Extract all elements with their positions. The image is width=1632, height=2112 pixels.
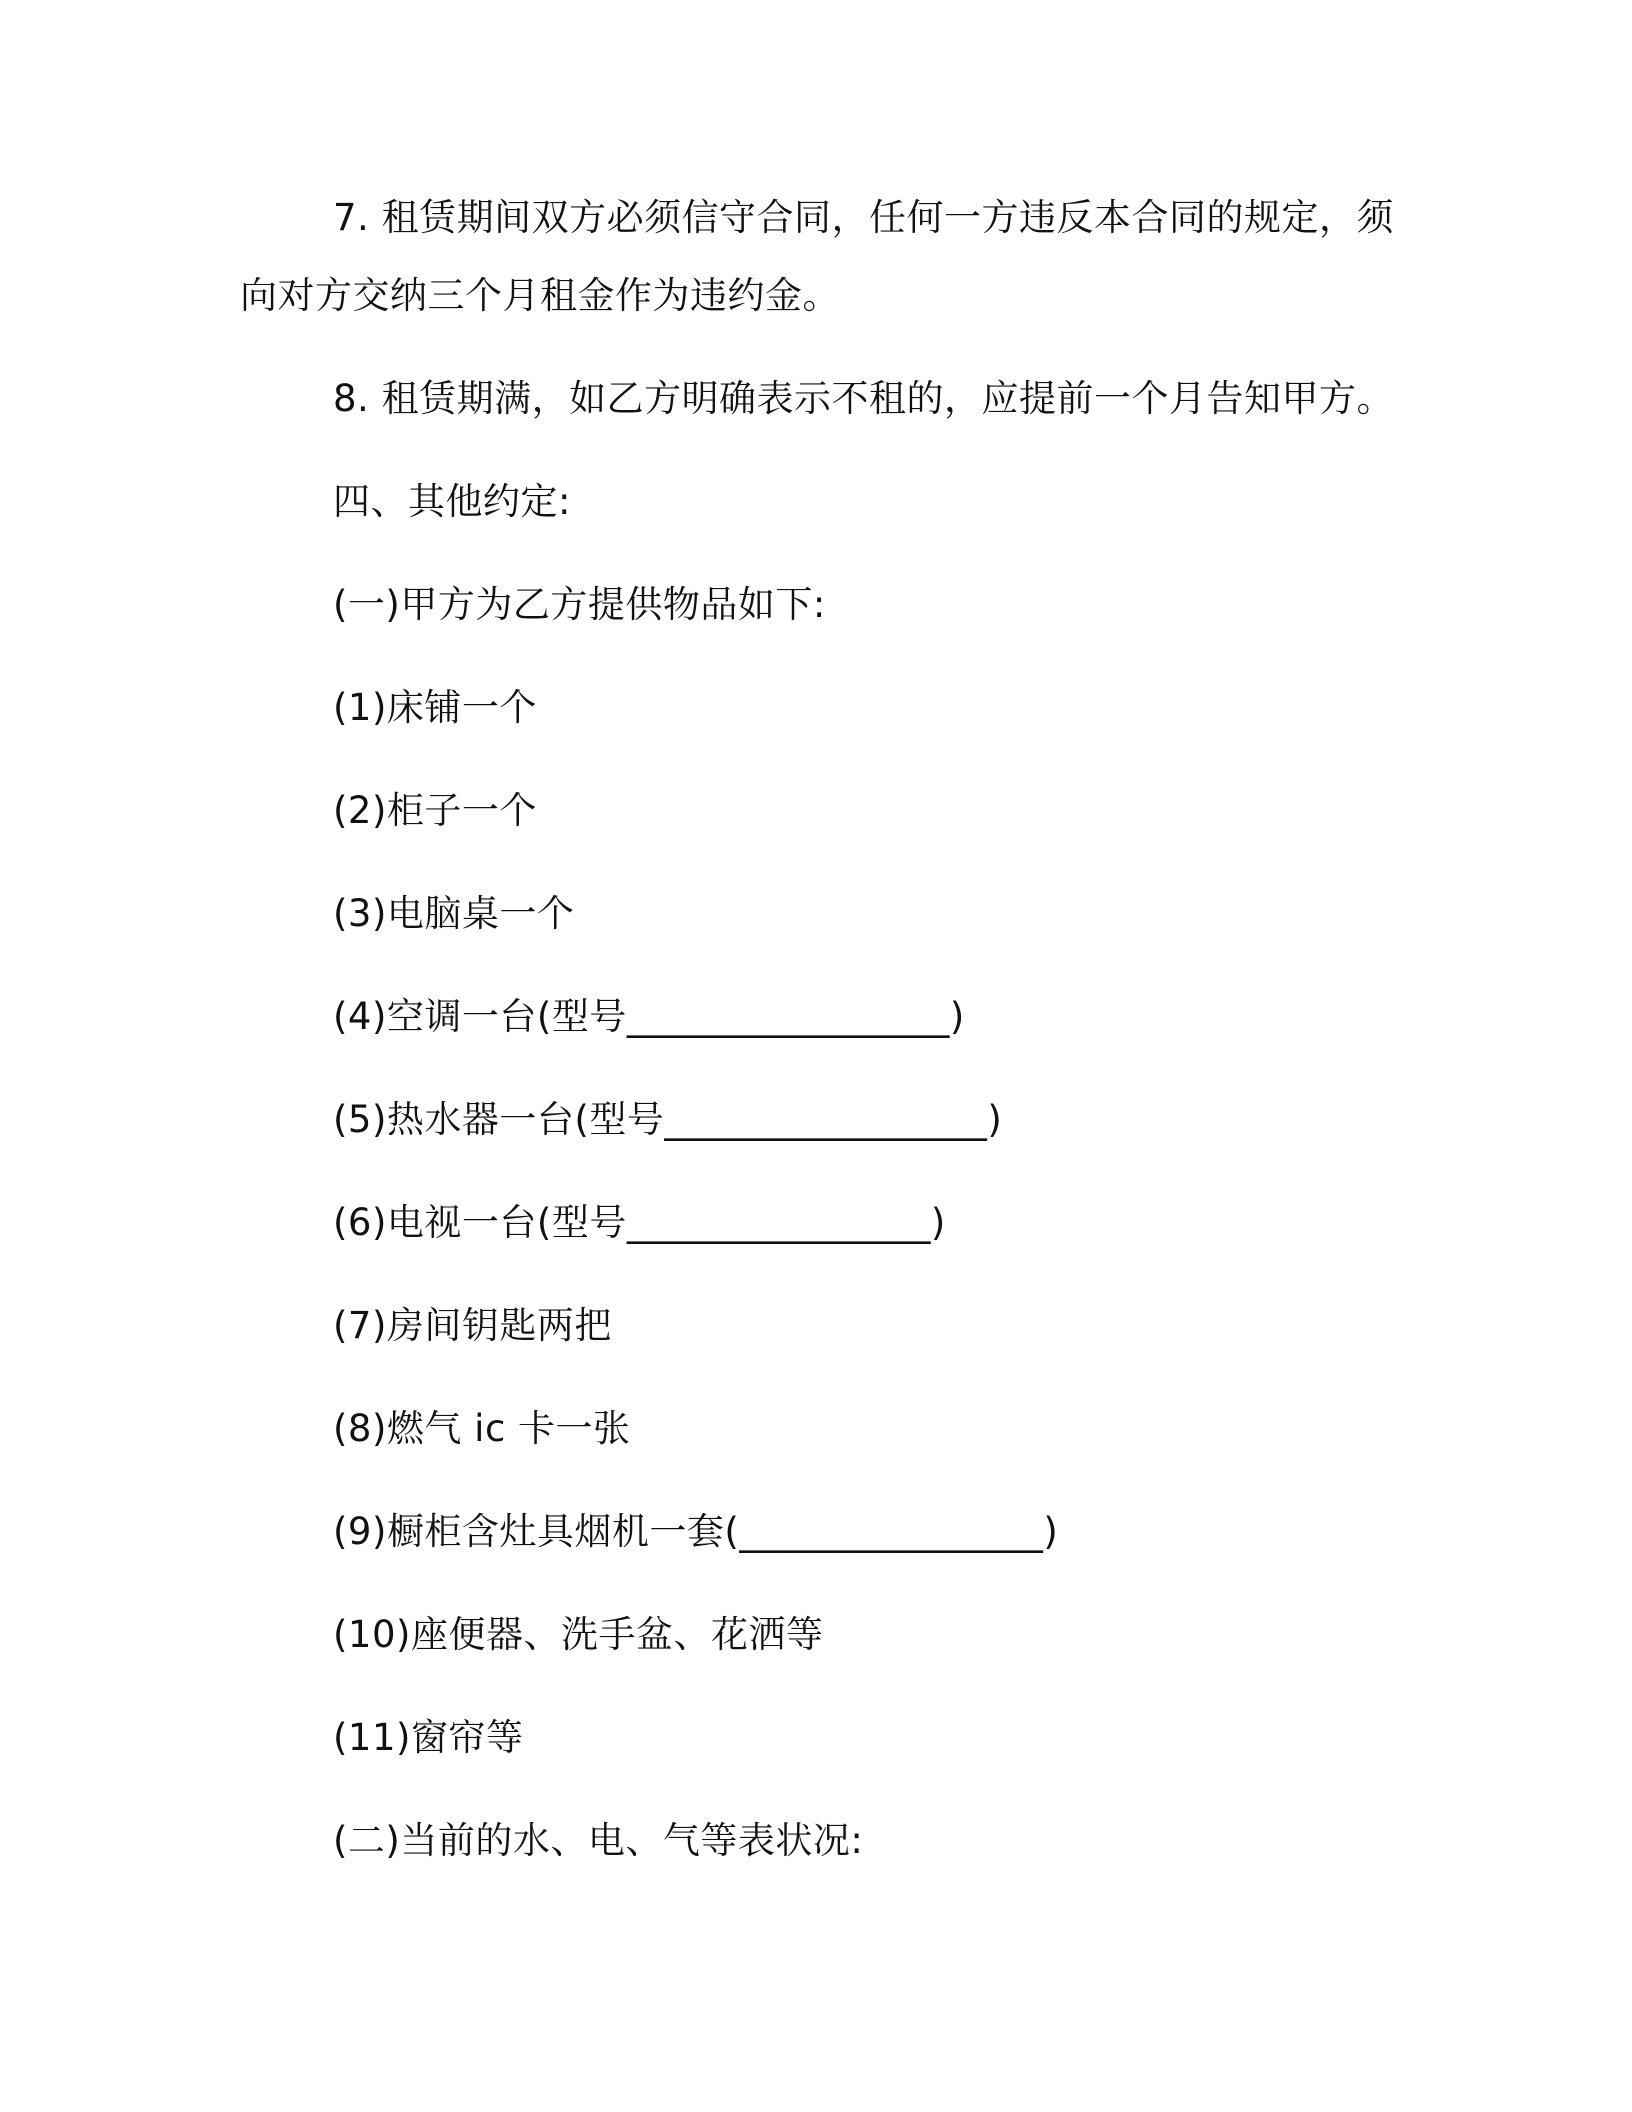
clause-8: 8. 租赁期满，如乙方明确表示不租的，应提前一个月告知甲方。 bbox=[333, 377, 1395, 420]
subsection-2-heading: (二)当前的水、电、气等表状况: bbox=[333, 1819, 864, 1862]
list-item: (10)座便器、洗手盆、花洒等 bbox=[333, 1613, 824, 1656]
list-item: (4)空调一台(型号_________________) bbox=[333, 995, 965, 1038]
list-item: (7)房间钥匙两把 bbox=[333, 1304, 612, 1347]
clause-7-line-1: 7. 租赁期间双方必须信守合同，任何一方违反本合同的规定，须 bbox=[333, 196, 1395, 239]
list-item: (3)电脑桌一个 bbox=[333, 892, 575, 935]
clause-7-line-2: 向对方交纳三个月租金作为违约金。 bbox=[240, 274, 840, 317]
subsection-1-heading: (一)甲方为乙方提供物品如下: bbox=[333, 583, 826, 626]
section-4-heading: 四、其他约定: bbox=[333, 480, 571, 523]
list-item: (1)床铺一个 bbox=[333, 686, 537, 729]
list-item: (6)电视一台(型号________________) bbox=[333, 1201, 946, 1244]
list-item: (8)燃气 ic 卡一张 bbox=[333, 1407, 631, 1450]
list-item: (5)热水器一台(型号_________________) bbox=[333, 1098, 1003, 1141]
list-item: (11)窗帘等 bbox=[333, 1716, 524, 1759]
list-item: (2)柜子一个 bbox=[333, 789, 537, 832]
list-item: (9)橱柜含灶具烟机一套(________________) bbox=[333, 1510, 1059, 1553]
